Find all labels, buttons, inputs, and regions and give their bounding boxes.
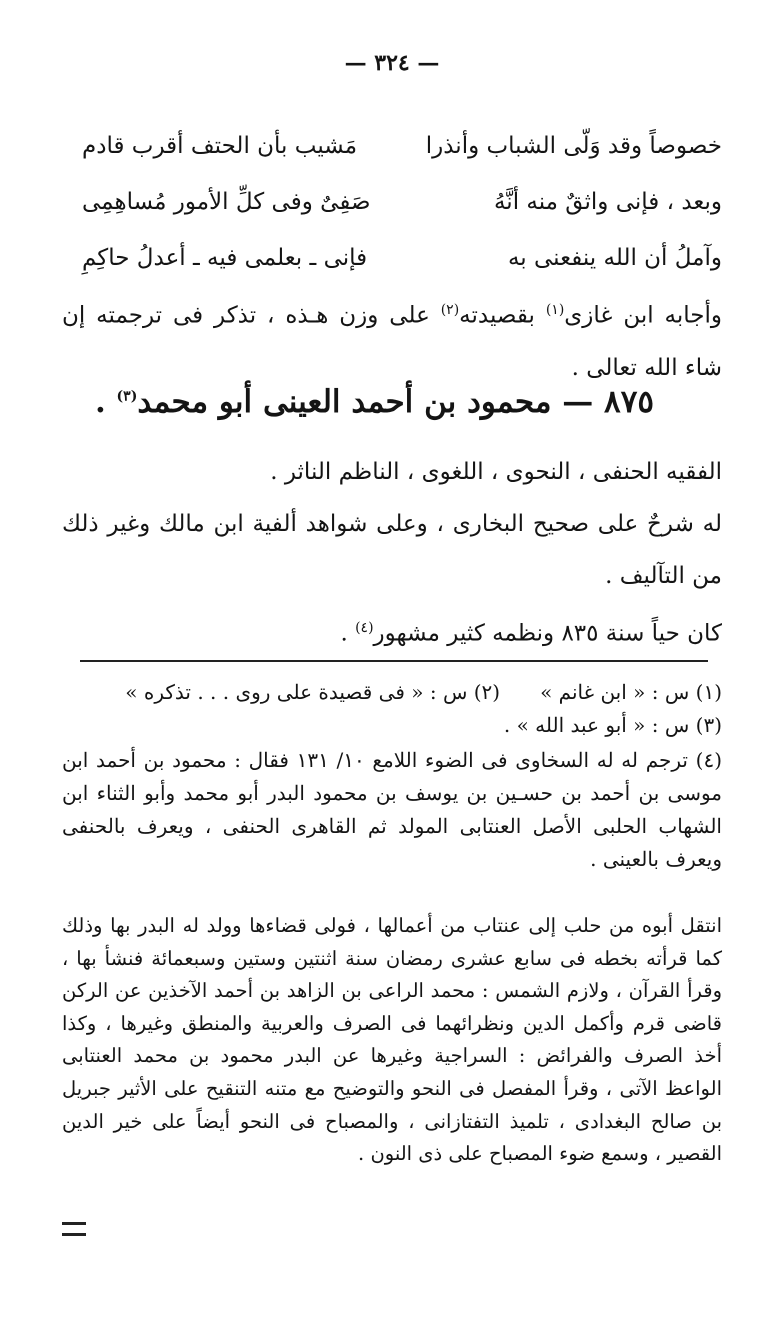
footnote-ref: (١) (545, 302, 565, 318)
entry-works: له شرحٌ على صحيح البخارى ، وعلى شواهد ألفية ابن مالك وغير ذلك من التآليف . (62, 511, 722, 589)
footnote-3: (٣) س : « أبو عبد الله » . (503, 713, 722, 737)
footnote-divider (80, 660, 708, 662)
verse-first-hemistich: وبعد ، فإنى واثقٌ منه أنَّهُ (493, 189, 722, 215)
footnotes (62, 676, 722, 876)
entry-dates-text: كان حياً سنة ٨٣٥ ونظمه كثير مشهور (373, 620, 722, 647)
footnote-ref: (٤) (355, 620, 374, 636)
footnote-ref: (٢) (440, 302, 460, 318)
verse-second-hemistich: فإنى ـ بعلمى فيه ـ أعدلُ حاكِمِ (82, 245, 368, 271)
verse-second-hemistich: صَفِىٌ وفى كلِّ الأمور مُساهِمِى (82, 189, 371, 215)
entry-dates-end: . (340, 620, 356, 647)
poem-verse (82, 174, 722, 230)
intro-text: بقصيدته (459, 302, 546, 329)
page-number: — ٣٢٤ — (344, 50, 440, 76)
verse-first-hemistich: خصوصاً وقد وَلّى الشباب وأنذرا (425, 133, 722, 159)
entry-heading (54, 384, 654, 420)
entry-title: ٨٧٥ — محمود بن أحمد العينى أبو محمد (137, 384, 654, 420)
footnote-1: (١) س : « ابن غانم » (540, 680, 722, 704)
poem-verse (82, 230, 722, 286)
footnote-ref: (٣) (116, 388, 138, 405)
intro-text: وأجابه ابن غازى (564, 302, 722, 329)
entry-dates (62, 602, 722, 660)
continuation-mark (62, 1222, 86, 1236)
poem-verses (82, 118, 722, 286)
footnote-2: (٢) س : « فى قصيدة على روى . . . تذكره » (125, 680, 501, 704)
intro-text: على وزن هـذه ، تذكر فى ترجمته إن شاء الله تعالى . (62, 302, 722, 381)
poem-verse (82, 118, 722, 174)
footnote-4-continuation: انتقل أبوه من حلب إلى عنتاب من أعمالها ، فولى قضاءها وولد له البدر بها وذلك كما قرأته بخطه فى سابع عشرى رمضان سنة اثنتين وستين وسبعمائة فنشأ بها ، وقرأ القرآن ، ولازم الشمس : محمد الراعى بن الزاهد بن أحمد الآخذين عن الركن قاضى قرم وأكمل الدين ونظرائهما فى الصرف والعربية والمنطق وغيرها ، وكذا أخذ الصرف والفرائض : السراجية وغيرها عن البدر محمود بن محمد العنتابى الواعظ الآتى ، وقرأ المفصل فى النحو والتوضيح مع متنه التنقيح على الأثير جبريل بن صالح البغدادى ، تلميذ التفتازانى ، والمصباح فى النحو أيضاً على خير الدين القصير ، وسمع ضوء المصباح على ذى النون . (62, 914, 722, 1166)
intro-paragraph (62, 284, 722, 394)
footnote-row (62, 676, 722, 709)
verse-first-hemistich: وآملُ أن الله ينفعنى به (507, 245, 722, 271)
entry-title-end: . (94, 384, 117, 420)
footnote-4: (٤) ترجم له له السخاوى فى الضوء اللامع ١٠/ ١٣١ فقال : محمود بن أحمد ابن موسى بن أحمد بن حسـين بن يوسف بن محمود البدر أبو محمد وأبو الثناء ابن الشهاب الحلبى الأصل العنتابى المولد ثم القاهرى الحنفى ، ويعرف بالحنفى ويعرف بالعينى . (62, 748, 722, 871)
verse-second-hemistich: مَشيب بأن الحتف أقرب قادم (82, 133, 358, 159)
entry-description: الفقيه الحنفى ، النحوى ، اللغوى ، الناظم الناثر . (270, 459, 722, 485)
